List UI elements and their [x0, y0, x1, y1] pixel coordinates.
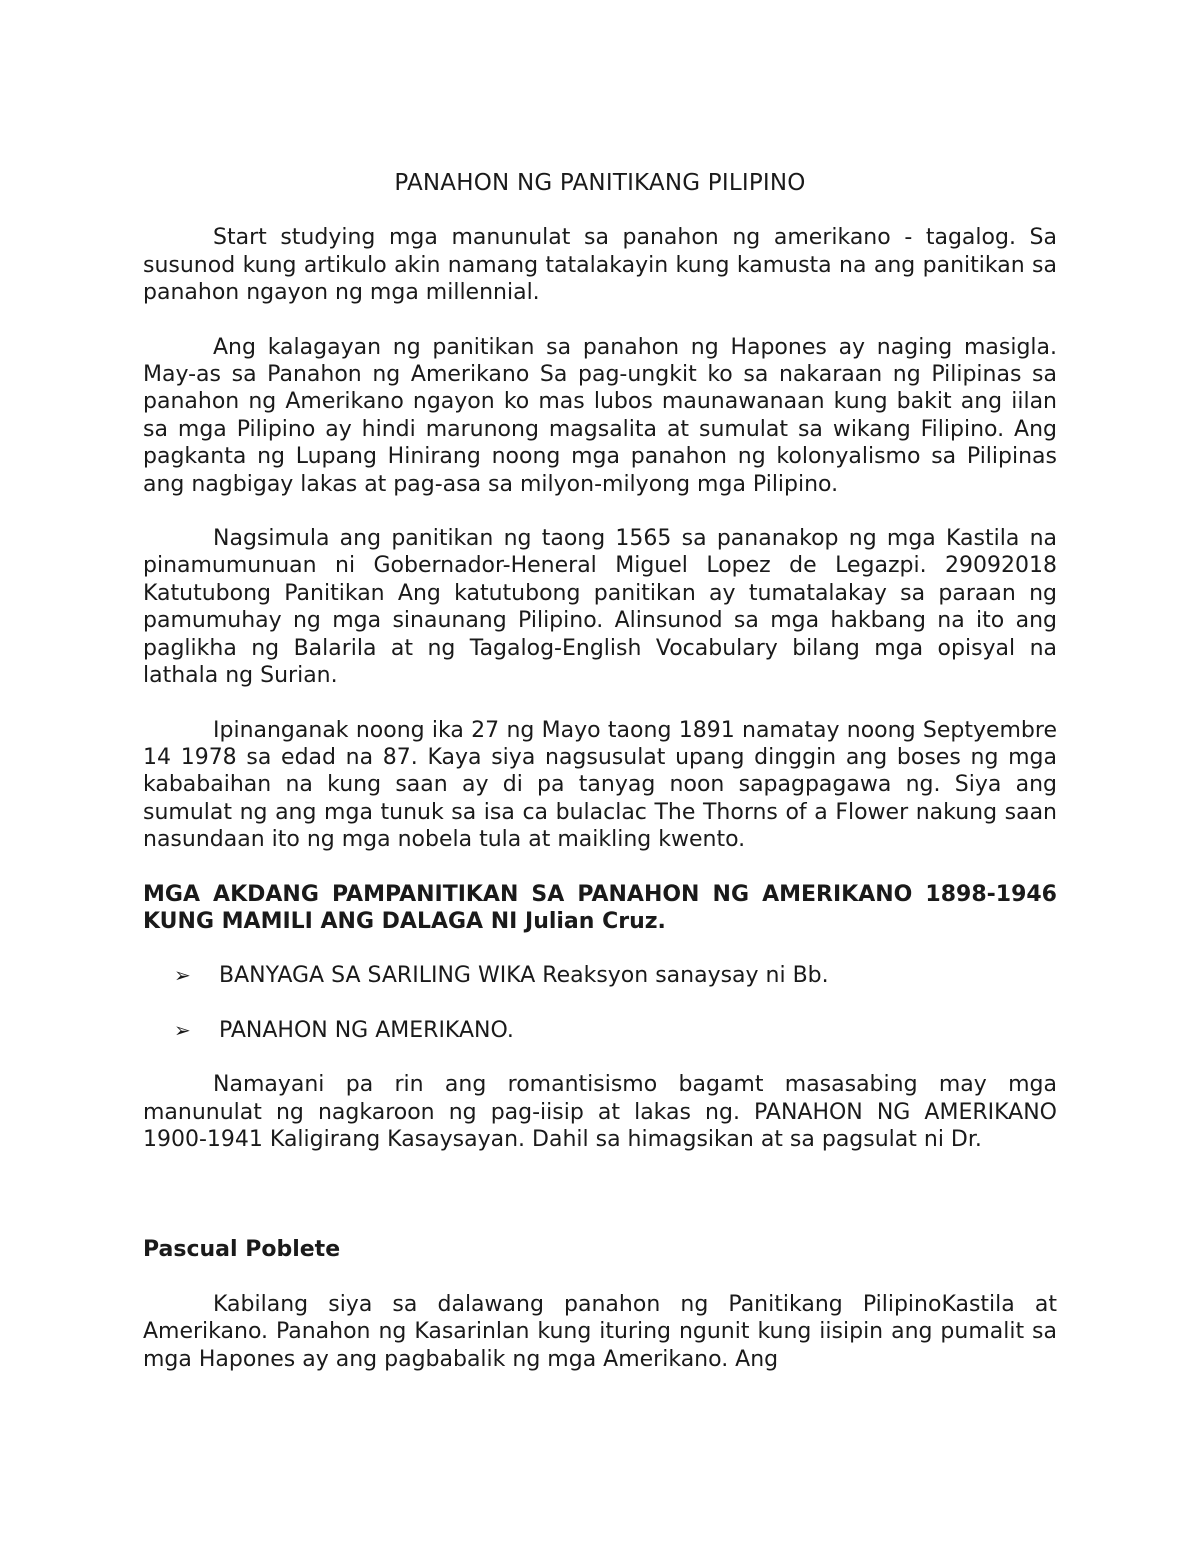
document-page: [143, 170, 1057, 1400]
list-item: [143, 1017, 1057, 1044]
section-heading: Pascual Poblete: [143, 1237, 341, 1263]
arrow-bullet-icon: ➢: [174, 963, 191, 988]
bold-heading: MGA AKDANG PAMPANITIKAN SA PANAHON NG AMERIKANO 1898-1946 KUNG MAMILI ANG DALAGA NI Julian Cruz.: [143, 881, 1057, 934]
paragraph-1: Start studying mga manunulat sa panahon ng amerikano - tagalog. Sa susunod kung artikulo akin namang tatalakayin kung kamusta na ang panitikan sa panahon ngayon ng mga millennial.: [143, 225, 1057, 306]
list-item-text: PANAHON NG AMERIKANO.: [219, 1017, 514, 1043]
document-title: PANAHON NG PANITIKANG PILIPINO: [394, 170, 806, 196]
arrow-bullet-icon: ➢: [174, 1017, 191, 1042]
paragraph-3: Nagsimula ang panitikan ng taong 1565 sa pananakop ng mga Kastila na pinamumunuan ni Gobernador-Heneral Miguel Lopez de Legazpi. 29092018 Katutubong Panitikan Ang katutubong panitikan ay tumatalakay sa paraan ng pamumuhay ng mga sinaunang Pilipino. Alinsunod sa mga hakbang na ito ang paglikha ng Balarila at ng Tagalog-English Vocabulary bilang mga opisyal na lathala ng Surian.: [143, 526, 1057, 689]
bullet-list: [143, 962, 1057, 1044]
paragraph-4: Ipinanganak noong ika 27 ng Mayo taong 1891 namatay noong Septyembre 14 1978 sa edad na 87. Kaya siya nagsusulat upang dinggin ang boses ng mga kababaihan na kung saan ay di pa tanyag noon sapagpagawa ng. Siya ang sumulat ng ang mga tunuk sa isa ca bulaclac The Thorns of a Flower nakung saan nasundaan ito ng mga nobela tula at maikling kwento.: [143, 717, 1057, 853]
paragraph-5: Namayani pa rin ang romantisismo bagamt masasabing may mga manunulat ng nagkaroon ng pag-iisip at lakas ng. PANAHON NG AMERIKANO 1900-1941 Kaligirang Kasaysayan. Dahil sa himagsikan at sa pagsulat ni Dr.: [143, 1072, 1057, 1152]
list-item-text: BANYAGA SA SARILING WIKA Reaksyon sanaysay ni Bb.: [219, 963, 829, 989]
paragraph-6: Kabilang siya sa dalawang panahon ng Panitikang PilipinoKastila at Amerikano. Panahon ng Kasarinlan kung ituring ngunit kung iisipin ang pumalit sa mga Hapones ay ang pagbabalik ng mga Amerikano. Ang: [143, 1291, 1057, 1372]
paragraph-2: Ang kalagayan ng panitikan sa panahon ng Hapones ay naging masigla. May-as sa Panahon ng Amerikano Sa pag-ungkit ko sa nakaraan ng Pilipinas sa panahon ng Amerikano ngayon ko mas lubos maunawanaan kung bakit ang iilan sa mga Pilipino ay hindi marunong magsalita at sumulat sa wikang Filipino. Ang pagkanta ng Lupang Hinirang noong mga panahon ng kolonyalismo sa Pilipinas ang nagbigay lakas at pag-asa sa milyon-milyong mga Pilipino.: [143, 334, 1057, 497]
spacer: [143, 1180, 1057, 1236]
list-item: [143, 962, 1057, 989]
